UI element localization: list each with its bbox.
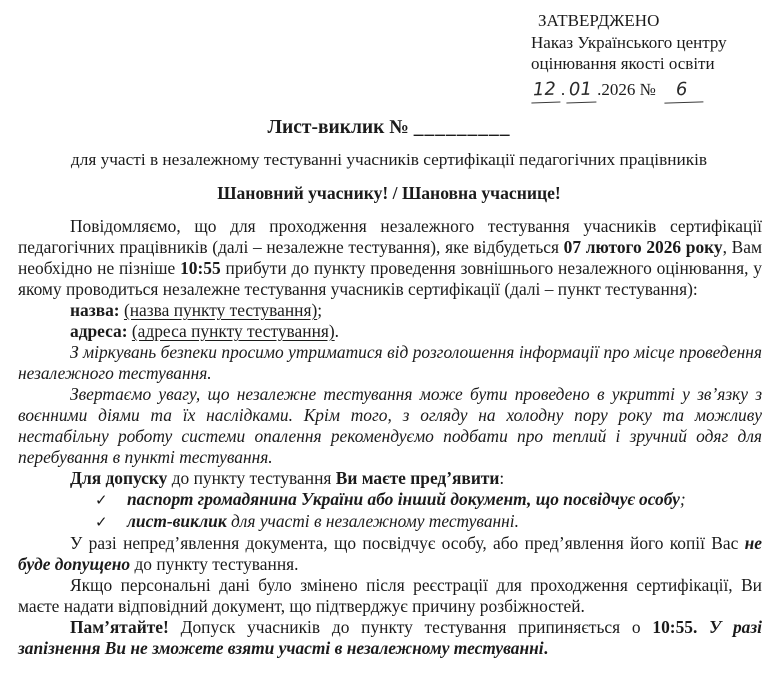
approval-date-line bbox=[531, 79, 727, 103]
text-segment: Ви маєте пред’явити bbox=[335, 468, 500, 488]
checklist-item-passport bbox=[18, 489, 762, 511]
text-segment: : bbox=[499, 468, 505, 488]
doc-number-blank: _________ bbox=[413, 117, 511, 138]
text-segment: до пункту тестування bbox=[167, 468, 336, 488]
paragraph-admission-requirements bbox=[18, 468, 762, 489]
paragraph-remember bbox=[18, 617, 762, 659]
text-segment: Звертаємо увагу, що незалежне тестування може бути проведено в укритті у зв’язку з воєнними діями та їх наслідками. Крім того, з огляду на холодну пору року та можливу нестабільну роботу системи опалення рекомендуємо подбати про теплий і зручний одяг для перебування в пункті тестування. bbox=[18, 384, 762, 467]
text-segment: 10:55 bbox=[180, 258, 221, 278]
paragraph-security-notice bbox=[18, 342, 762, 384]
handwritten-order-number: 6 bbox=[663, 78, 703, 103]
approval-order-line2: оцінювання якості освіти bbox=[531, 54, 715, 73]
approval-block bbox=[531, 10, 727, 102]
text-segment: не буде допущено bbox=[18, 533, 762, 574]
text-segment: прибути до пункту проведення зовнішнього незалежного оцінювання, у якому проводиться незалежне тестування учасників сертифікації (далі – пункт тестування): bbox=[18, 258, 762, 299]
text-segment: (назва пункту тестування) bbox=[123, 300, 318, 320]
text-segment: ; bbox=[317, 300, 323, 320]
checklist-item-text bbox=[127, 511, 519, 531]
text-segment: для участі в незалежному тестуванні. bbox=[226, 511, 519, 531]
venue-name-line bbox=[18, 300, 762, 321]
doc-subtitle: для участі в незалежному тестуванні учасників сертифікації педагогічних працівників bbox=[70, 150, 708, 169]
text-segment: Пам’ятайте! bbox=[70, 617, 169, 637]
paragraph-no-document bbox=[18, 533, 762, 575]
check-icon: ✓ bbox=[95, 513, 108, 531]
text-segment: . bbox=[692, 617, 710, 637]
text-segment: Допуск учасників до пункту тестування припиняється о bbox=[168, 617, 653, 637]
text-segment: Повідомляємо, що для проходження незалежного тестування учасників сертифікації педагогічних працівників (далі – незалежне тестування), яке відбудеться bbox=[18, 216, 762, 257]
doc-title-text: Лист-виклик № bbox=[267, 117, 409, 138]
text-segment: 07 лютого 2026 року bbox=[563, 237, 723, 257]
checklist-item-text bbox=[127, 489, 686, 509]
checklist-item-invitation-letter bbox=[18, 511, 762, 533]
text-segment: У разі непред’явлення документа, що посвідчує особу, або пред’явлення його копії Вас bbox=[70, 533, 745, 553]
text-segment: (адреса пункту тестування) bbox=[131, 321, 335, 341]
salutation: Шановний учаснику! / Шановна учаснице! bbox=[217, 183, 561, 203]
text-segment: 10:55 bbox=[652, 617, 693, 637]
printed-year-and-number-sign: .2026 № bbox=[597, 79, 656, 99]
text-segment: лист-виклик bbox=[127, 511, 227, 531]
check-icon: ✓ bbox=[95, 491, 108, 509]
text-segment: З міркувань безпеки просимо утриматися від розголошення інформації про місце проведення незалежного тестування. bbox=[18, 342, 762, 383]
paragraph-shelter-notice bbox=[18, 384, 762, 468]
handwritten-month: 01 bbox=[566, 78, 597, 103]
paragraph-personal-data bbox=[18, 575, 762, 617]
approval-order-line1: Наказ Українського центру bbox=[531, 32, 727, 52]
text-segment: . bbox=[543, 638, 548, 658]
venue-address-line bbox=[18, 321, 762, 342]
text-segment: У разі запізнення Ви не зможете взяти участі в незалежному тестуванні bbox=[18, 617, 762, 658]
text-segment: паспорт громадянина України або інший документ, що посвідчує особу bbox=[127, 489, 680, 509]
text-segment: Якщо персональні дані було змінено після реєстрації для проходження сертифікації, Ви маєте надати відповідний документ, що підтверджує причину розбіжностей. bbox=[18, 575, 762, 616]
text-segment: назва: bbox=[70, 300, 120, 320]
text-segment: до пункту тестування. bbox=[130, 554, 299, 574]
text-segment: . bbox=[334, 321, 340, 341]
text-segment: адреса: bbox=[70, 321, 128, 341]
text-segment: Для допуску bbox=[70, 468, 168, 488]
approved-label: ЗАТВЕРДЖЕНО bbox=[538, 11, 660, 30]
text-segment: , Вам необхідно не пізніше bbox=[18, 237, 762, 278]
text-segment: ; bbox=[679, 489, 686, 509]
date-separator: . bbox=[560, 79, 566, 99]
handwritten-day: 12 bbox=[531, 78, 561, 102]
document-body bbox=[18, 216, 762, 659]
paragraph-intro bbox=[18, 216, 762, 300]
